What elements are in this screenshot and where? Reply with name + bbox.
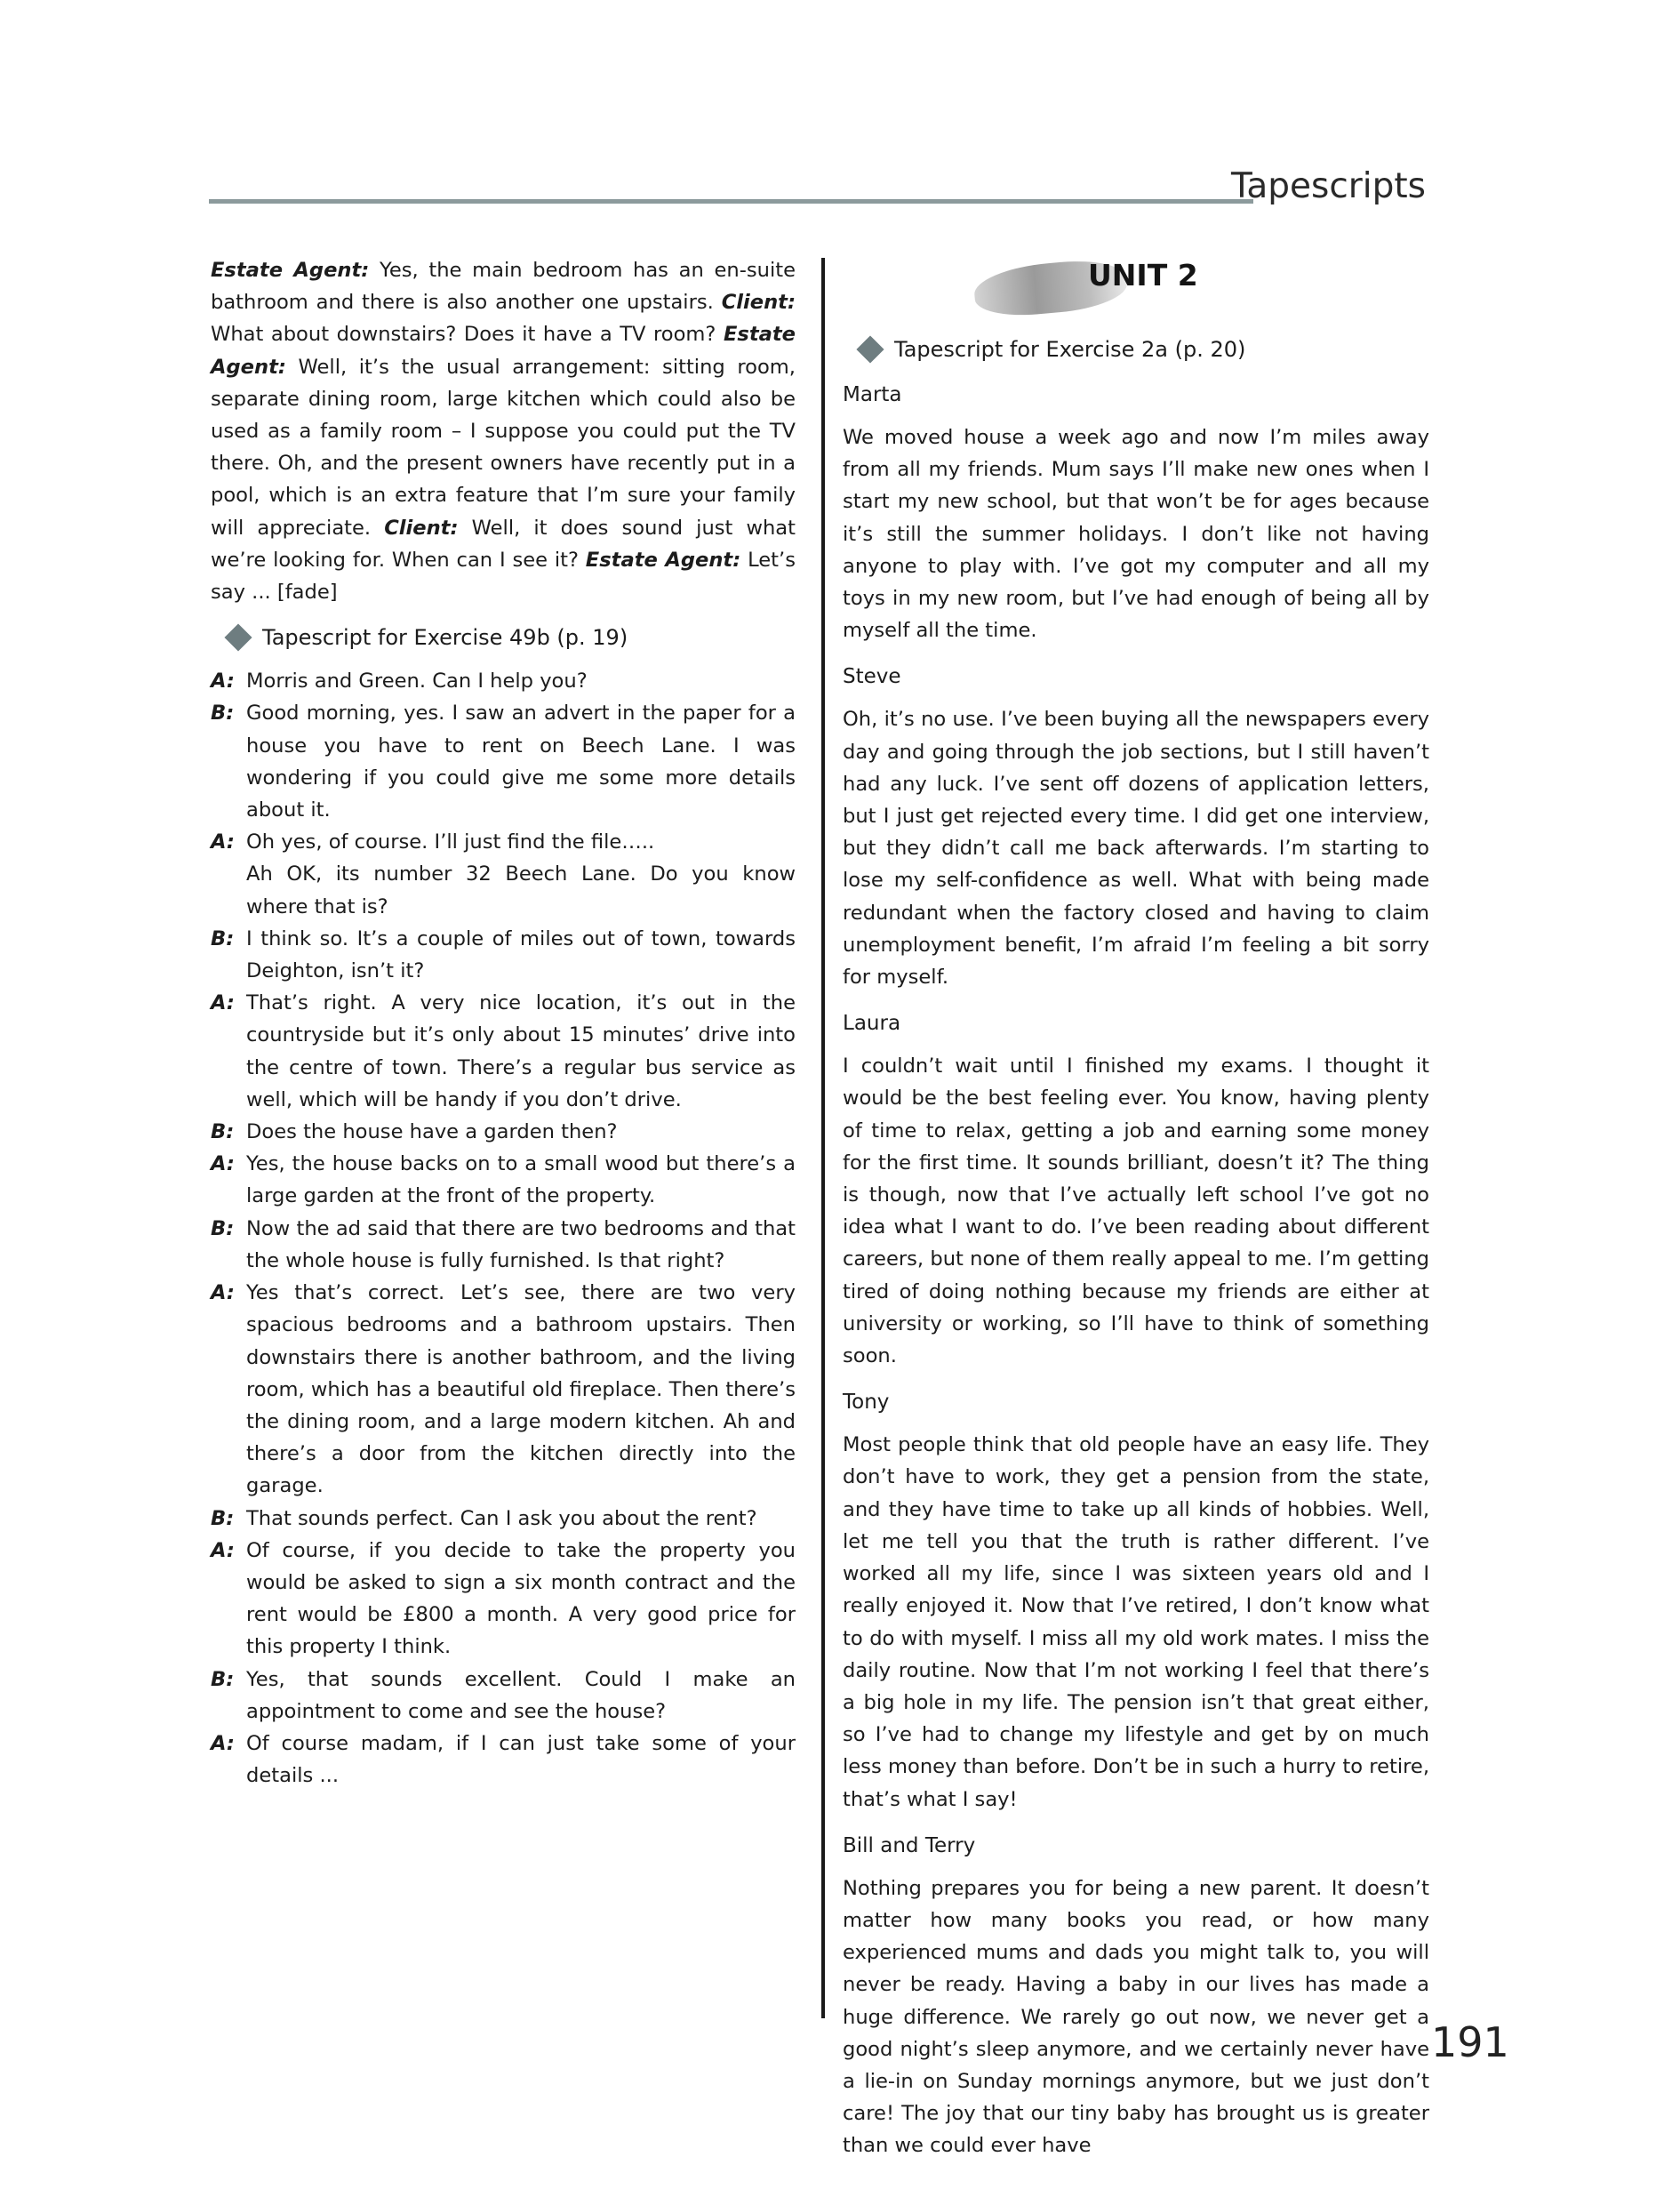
speaker-label: B: [211, 1120, 235, 1144]
header-rule [209, 199, 1253, 204]
dialogue-line [211, 1728, 796, 1792]
speaker-label: Estate Agent: [211, 323, 796, 379]
dialogue-text: That’s right. A very nice location, it’s out in the countryside but it’s only about 15 minutes’ drive into the centre of town. There’s a regular bus service as well, which will be handy if you don’t drive. [246, 991, 796, 1111]
dialogue-line [211, 697, 796, 826]
dialogue-line [211, 987, 796, 1116]
dialogue-text: Of course, if you decide to take the property you would be asked to sign a six month contract and the rent would be £800 a month. A very good price for this property I think. [246, 1538, 796, 1659]
diamond-bullet-icon [224, 624, 252, 652]
section-heading-text: Tapescript for Exercise 49b (p. 19) [262, 625, 628, 651]
speaker-label: Estate Agent: [211, 259, 370, 282]
diamond-bullet-icon [856, 335, 884, 363]
dialogue-line [211, 858, 796, 922]
speaker-name: Steve [843, 665, 901, 689]
dialogue-line [211, 1535, 796, 1664]
dialogue-line [211, 1213, 796, 1277]
section-heading-text: Tapescript for Exercise 2a (p. 20) [894, 337, 1246, 362]
monologue-text: Nothing prepares you for being a new parent. It doesn’t matter how many books you read, or how many experienced mums and dads you might talk to, you will never be ready. Having a baby in our lives has made a huge difference. We rarely go out now, we never get a good night’s sleep anymore, and we certainly never have a lie-in on Sunday mornings anymore, but we just don’t care! The joy that our tiny baby has brought us is greater than we could ever have [843, 1876, 1429, 2158]
dialogue-line [211, 1148, 796, 1212]
dialogue-line [211, 1116, 796, 1148]
dialogue-text: Of course madam, if I can just take some of your details ... [246, 1731, 796, 1788]
speaker-label: A: [211, 1538, 235, 1562]
dialogue-line [211, 665, 796, 697]
unit-header [843, 254, 1429, 320]
dialogue-text: Yes, the house backs on to a small wood but there’s a large garden at the front of the property. [246, 1152, 796, 1208]
right-column [843, 254, 1429, 2162]
speaker-label: A: [211, 1281, 235, 1305]
speaker-label: A: [211, 830, 235, 854]
monologue-text: Oh, it’s no use. I’ve been buying all the newspapers every day and going through the job sections, but I still haven’t had any luck. I’ve sent off dozens of application letters, but I just get rejected every time. I did get one interview, but they didn’t call me back afterwards. I’m starting to lose my self-confidence as well. What with being made redundant when the factory closed and having to claim unemployment benefit, I’m afraid I’m feeling a bit sorry for myself. [843, 708, 1429, 990]
dialogue-text: Yes that’s correct. Let’s see, there are two very spacious bedrooms and a bathroom upstairs. Then downstairs there is another bathroom, and the living room, which has a beautiful old fireplace. Then there’s the dining room, and a large modern kitchen. Ah and there’s a door from the kitchen directly into the garage. [246, 1281, 796, 1498]
dialogue-line [211, 826, 796, 858]
speaker-label: A: [211, 1152, 235, 1176]
dialogue-line [211, 1277, 796, 1502]
dialogue-text: I think so. It’s a couple of miles out of town, towards Deighton, isn’t it? [246, 926, 796, 983]
speech-text: What about downstairs? Does it have a TV room? [211, 323, 716, 347]
dialogue-text: Good morning, yes. I saw an advert in the paper for a house you have to rent on Beech Lane. I was wondering if you could give me some more details about it. [246, 702, 796, 822]
dialogue-text: Does the house have a garden then? [246, 1120, 618, 1144]
speaker-label: B: [211, 1216, 235, 1240]
speaker-label: Client: [721, 291, 796, 315]
speaker-label: A: [211, 991, 235, 1015]
speaker-name: Marta [843, 383, 902, 406]
speaker-label: A: [211, 670, 235, 694]
dialogue-line [211, 1503, 796, 1535]
speech-text: Yes, the main bedroom has an en-suite bathroom and there is also another one upstairs. [211, 259, 796, 315]
speaker-name: Laura [843, 1012, 901, 1036]
speaker-label: A: [211, 1731, 235, 1755]
speaker-label: B: [211, 1506, 235, 1530]
speaker-label: B: [211, 702, 235, 726]
page-number: 191 [1431, 2018, 1509, 2066]
section-heading [850, 334, 1429, 365]
speaker-name: Tony [843, 1391, 890, 1415]
speaker-label: B: [211, 926, 235, 950]
left-column [211, 254, 796, 1792]
monologue-text: I couldn’t wait until I finished my exams. I thought it would be the best feeling ever. You know, having plenty of time to relax, getting a job and earning some money for the first time. It sounds brilliant, doesn’t it? The thing is though, now that I’ve actually left school I’ve got no idea what I want to do. I’ve been reading about different careers, but none of them really appeal to me. I’m getting tired of doing nothing because my friends are either at university or working, so I’ll have to think of something soon. [843, 1054, 1429, 1368]
speech-text: Well, it does sound just what we’re looking for. When can I see it? [211, 516, 796, 572]
dialogue-text: Now the ad said that there are two bedrooms and that the whole house is fully furnished. Is that right? [246, 1216, 796, 1272]
speaker-label: Client: [384, 516, 459, 540]
section-heading [218, 622, 796, 653]
dialogue-line [211, 923, 796, 987]
dialogue-text: Oh yes, of course. I’ll just find the file….. [246, 830, 655, 854]
dialogue-text: Yes, that sounds excellent. Could I make an appointment to come and see the house? [246, 1667, 796, 1723]
speech-text: Well, it’s the usual arrangement: sitting room, separate dining room, large kitchen which could also be used as a family room – I suppose you could put the TV there. Oh, and the present owners have recently put in a pool, which is an extra feature that I’m sure your family will appreciate. [211, 355, 796, 540]
unit-title: UNIT 2 [1088, 258, 1198, 293]
intro-paragraph [211, 254, 796, 608]
speaker-name: Bill and Terry [843, 1833, 976, 1857]
dialogue-text: Morris and Green. Can I help you? [246, 670, 588, 694]
monologue-text: Most people think that old people have an easy life. They don’t have to work, they get a pension from the state, and they have time to take up all kinds of hobbies. Well, let me tell you that the truth is rather different. I’ve worked all my life, since I was sixteen years old and I really enjoyed it. Now that I’ve retired, I don’t know what to do with myself. I miss all my old work mates. I miss the daily routine. Now that I’m not working I feel that there’s a big hole in my life. The pension isn’t that great either, so I’ve had to change my lifestyle and get by on much less money than before. Don’t be in such a hurry to retire, that’s what I say! [843, 1433, 1429, 1811]
speech-text: Let’s say ... [fade] [211, 548, 796, 605]
speaker-label: B: [211, 1667, 235, 1691]
speaker-label: Estate Agent: [585, 548, 741, 572]
dialogue-line [211, 1664, 796, 1728]
dialogue-text: Ah OK, its number 32 Beech Lane. Do you know where that is? [246, 862, 796, 918]
monologue-text: We moved house a week ago and now I’m miles away from all my friends. Mum says I’ll make new ones when I start my new school, but that won’t be for ages because it’s still the summer holidays. I don’t like not having anyone to play with. I’ve got my computer and all my toys in my new room, but I’ve had enough of being all by myself all the time. [843, 426, 1429, 643]
column-divider [821, 258, 825, 2018]
dialogue-text: That sounds perfect. Can I ask you about the rent? [246, 1506, 757, 1530]
page-header-title: Tapescripts [1230, 166, 1426, 206]
